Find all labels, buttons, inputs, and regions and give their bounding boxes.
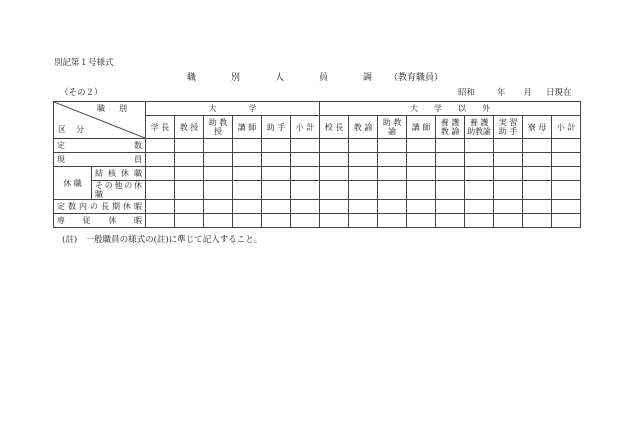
entry-cell[interactable] — [349, 181, 378, 200]
entry-cell[interactable] — [436, 181, 465, 200]
entry-cell[interactable] — [494, 153, 523, 167]
part-label: （その２） — [60, 88, 103, 98]
entry-cell[interactable] — [349, 214, 378, 228]
table-row — [54, 181, 581, 200]
column-header: 教 授 — [175, 116, 204, 139]
entry-cell[interactable] — [262, 139, 291, 153]
entry-cell[interactable] — [233, 167, 262, 181]
column-header: 実 習 助 手 — [494, 116, 523, 139]
entry-cell[interactable] — [146, 181, 175, 200]
entry-cell[interactable] — [291, 153, 320, 167]
entry-cell[interactable] — [378, 214, 407, 228]
entry-cell[interactable] — [494, 181, 523, 200]
entry-cell[interactable] — [465, 181, 494, 200]
entry-cell[interactable] — [494, 214, 523, 228]
entry-cell[interactable] — [233, 214, 262, 228]
entry-cell[interactable] — [465, 214, 494, 228]
entry-cell[interactable] — [175, 214, 204, 228]
entry-cell[interactable] — [465, 200, 494, 214]
row-label-long-leave: 定数内の長期休暇 — [54, 200, 146, 214]
entry-cell[interactable] — [146, 214, 175, 228]
entry-cell[interactable] — [494, 139, 523, 153]
entry-cell[interactable] — [204, 200, 233, 214]
table-row — [54, 214, 581, 228]
entry-cell[interactable] — [175, 181, 204, 200]
entry-cell[interactable] — [320, 214, 349, 228]
entry-cell[interactable] — [204, 153, 233, 167]
date-line — [458, 86, 572, 98]
entry-cell[interactable] — [552, 181, 581, 200]
entry-cell[interactable] — [378, 200, 407, 214]
column-header: 小 計 — [291, 116, 320, 139]
entry-cell[interactable] — [349, 153, 378, 167]
form-code: 別記第１号様式 — [54, 58, 114, 68]
date-era: 昭和 — [458, 88, 476, 98]
table-row — [54, 139, 581, 153]
column-header: 養 護 助教諭 — [465, 116, 494, 139]
entry-cell[interactable] — [494, 167, 523, 181]
entry-cell[interactable] — [262, 200, 291, 214]
column-header: 校 長 — [320, 116, 349, 139]
entry-cell[interactable] — [407, 200, 436, 214]
entry-cell[interactable] — [291, 167, 320, 181]
column-header: 助 教 諭 — [378, 116, 407, 139]
entry-cell[interactable] — [146, 167, 175, 181]
entry-cell[interactable] — [175, 139, 204, 153]
corner-top-label: 職別 — [97, 104, 141, 113]
entry-cell[interactable] — [291, 181, 320, 200]
entry-cell[interactable] — [320, 200, 349, 214]
entry-cell[interactable] — [378, 167, 407, 181]
column-header: 養 護 教 諭 — [436, 116, 465, 139]
column-header: 助 手 — [262, 116, 291, 139]
header-corner — [54, 102, 146, 139]
row-label-full-time-leave: 専 従 休 暇 — [54, 214, 146, 228]
entry-cell[interactable] — [465, 139, 494, 153]
footnote: (註) 一般職員の様式の(註)に準じて記入すること。 — [62, 235, 263, 245]
title-subtitle: （教育職員） — [389, 73, 444, 83]
entry-cell[interactable] — [233, 153, 262, 167]
entry-cell[interactable] — [378, 181, 407, 200]
date-suffix: 日現在 — [546, 88, 572, 98]
entry-cell[interactable] — [552, 167, 581, 181]
entry-cell[interactable] — [552, 200, 581, 214]
entry-cell[interactable] — [291, 200, 320, 214]
entry-cell[interactable] — [262, 214, 291, 228]
group-non-university: 大 学 以 外 — [320, 102, 581, 116]
entry-cell[interactable] — [436, 153, 465, 167]
entry-cell[interactable] — [494, 200, 523, 214]
entry-cell[interactable] — [349, 139, 378, 153]
column-header: 講 師 — [233, 116, 262, 139]
column-header: 助 教 授 — [204, 116, 233, 139]
entry-cell[interactable] — [291, 214, 320, 228]
entry-cell[interactable] — [407, 139, 436, 153]
entry-cell[interactable] — [262, 181, 291, 200]
column-header: 小 計 — [552, 116, 581, 139]
table-row — [54, 167, 581, 181]
entry-cell[interactable] — [436, 214, 465, 228]
entry-cell[interactable] — [146, 153, 175, 167]
column-header: 教 諭 — [349, 116, 378, 139]
entry-cell[interactable] — [436, 200, 465, 214]
table-row — [54, 153, 581, 167]
entry-cell[interactable] — [320, 153, 349, 167]
column-header: 講 師 — [407, 116, 436, 139]
row-label-fixed: 定数 — [54, 139, 146, 153]
entry-cell[interactable] — [552, 153, 581, 167]
row-label-leave-group: 休 職 — [54, 167, 92, 200]
corner-bottom-label: 区分 — [58, 125, 94, 134]
entry-cell[interactable] — [552, 139, 581, 153]
entry-cell[interactable] — [407, 214, 436, 228]
entry-cell[interactable] — [204, 139, 233, 153]
entry-cell[interactable] — [175, 200, 204, 214]
date-year: 年 — [497, 88, 506, 98]
staff-table — [53, 101, 581, 228]
row-label-current: 現員 — [54, 153, 146, 167]
entry-cell[interactable] — [436, 167, 465, 181]
entry-cell[interactable] — [233, 200, 262, 214]
group-university: 大 学 — [146, 102, 320, 116]
entry-cell[interactable] — [523, 214, 552, 228]
entry-cell[interactable] — [320, 167, 349, 181]
entry-cell[interactable] — [320, 181, 349, 200]
entry-cell[interactable] — [523, 153, 552, 167]
column-header: 寮 母 — [523, 116, 552, 139]
entry-cell[interactable] — [465, 153, 494, 167]
entry-cell[interactable] — [204, 167, 233, 181]
entry-cell[interactable] — [436, 139, 465, 153]
title-text: 職 別 人 員 調 — [186, 73, 385, 83]
entry-cell[interactable] — [204, 181, 233, 200]
entry-cell[interactable] — [175, 153, 204, 167]
table-row — [54, 200, 581, 214]
page-title — [0, 70, 630, 83]
entry-cell[interactable] — [523, 181, 552, 200]
row-label-leave-tb: 結 核 休 職 — [92, 167, 146, 181]
entry-cell[interactable] — [146, 200, 175, 214]
column-header: 学 長 — [146, 116, 175, 139]
entry-cell[interactable] — [523, 167, 552, 181]
entry-cell[interactable] — [262, 153, 291, 167]
entry-cell[interactable] — [204, 214, 233, 228]
entry-cell[interactable] — [291, 139, 320, 153]
entry-cell[interactable] — [233, 181, 262, 200]
entry-cell[interactable] — [552, 214, 581, 228]
entry-cell[interactable] — [262, 167, 291, 181]
entry-cell[interactable] — [320, 139, 349, 153]
entry-cell[interactable] — [349, 167, 378, 181]
entry-cell[interactable] — [175, 167, 204, 181]
entry-cell[interactable] — [465, 167, 494, 181]
entry-cell[interactable] — [378, 139, 407, 153]
row-label-leave-other: その他の休職 — [92, 181, 146, 200]
entry-cell[interactable] — [523, 139, 552, 153]
date-month: 月 — [523, 88, 533, 98]
entry-cell[interactable] — [523, 200, 552, 214]
entry-cell[interactable] — [233, 139, 262, 153]
entry-cell[interactable] — [407, 153, 436, 167]
entry-cell[interactable] — [407, 181, 436, 200]
entry-cell[interactable] — [146, 139, 175, 153]
entry-cell[interactable] — [378, 153, 407, 167]
entry-cell[interactable] — [407, 167, 436, 181]
entry-cell[interactable] — [349, 200, 378, 214]
